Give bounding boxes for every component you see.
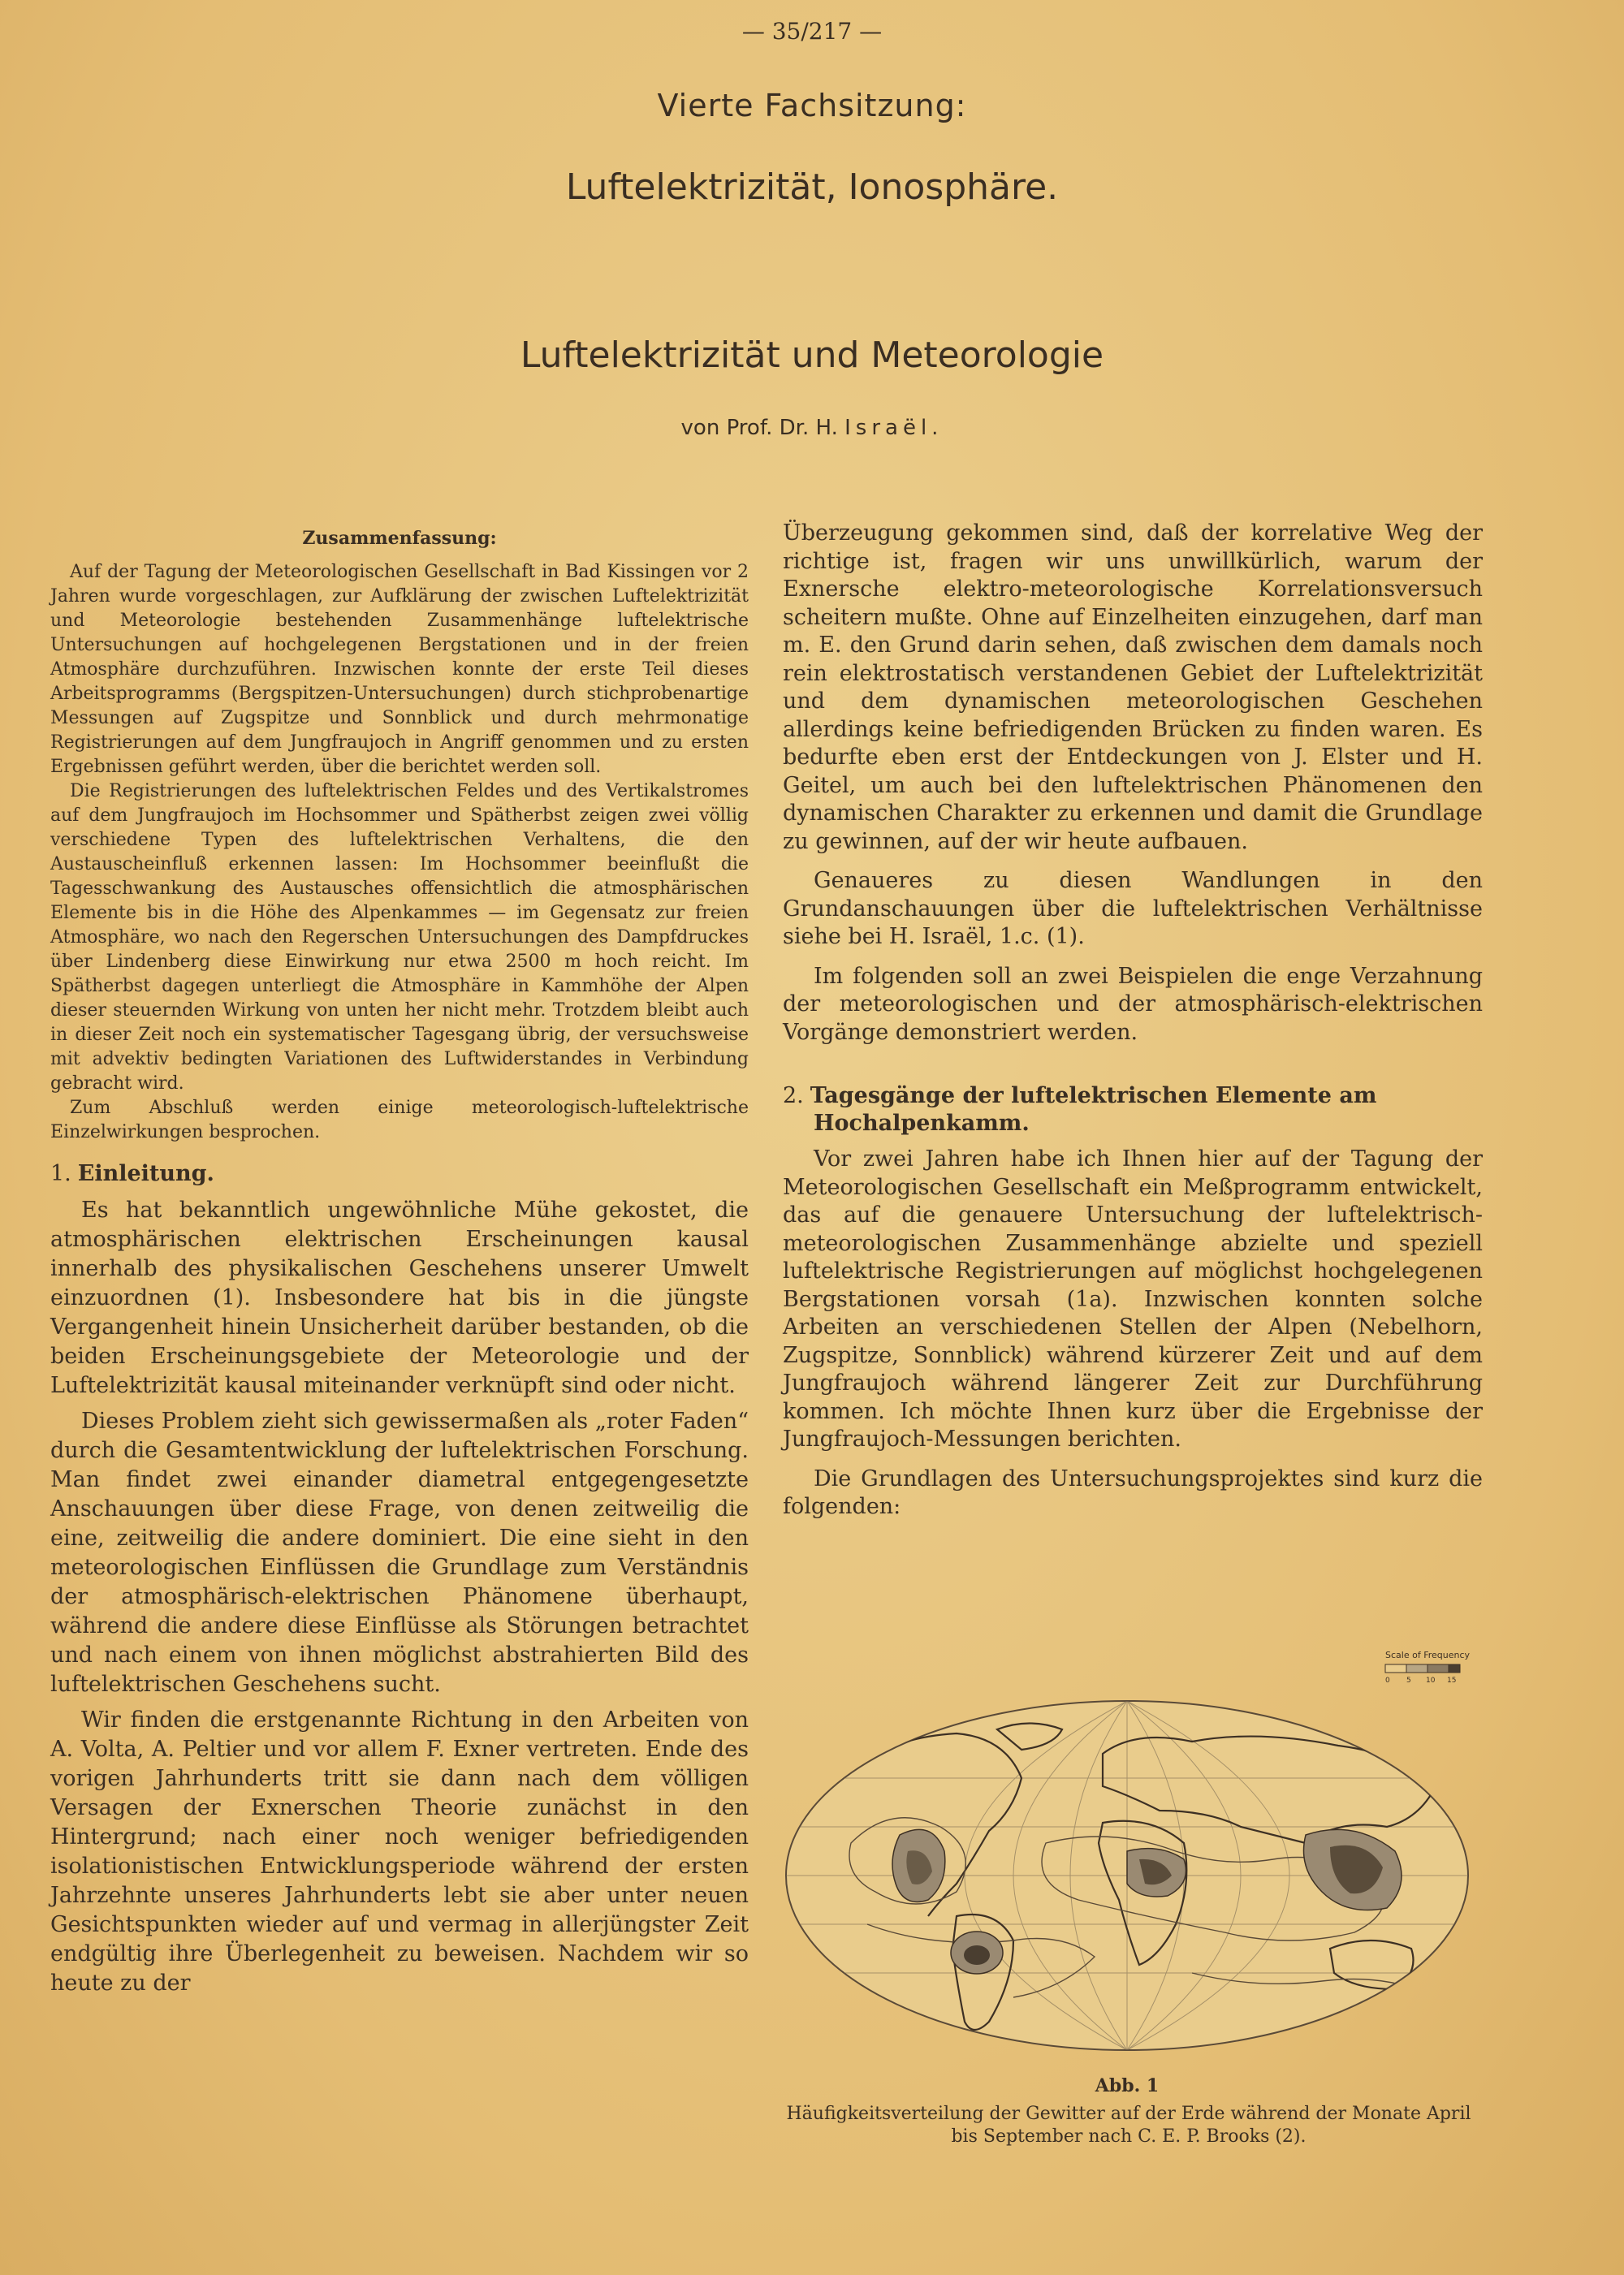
section-2-heading (783, 1082, 1483, 1138)
world-map-figure (770, 1640, 1484, 2079)
scale-tick: 0 (1385, 1677, 1390, 1685)
scale-tick: 10 (1426, 1677, 1436, 1685)
figure-label: Abb. 1 (1095, 2075, 1160, 2096)
scale-box (1385, 1664, 1406, 1673)
section-title: Tagesgänge der luftelektrischen Elemente am Hochalpenkamm. (810, 1083, 1377, 1136)
abstract (50, 528, 749, 1145)
frequency-scale-legend (1385, 1650, 1471, 1685)
section-1 (50, 1161, 749, 1998)
thunderstorm-frequency-map (770, 1640, 1484, 2079)
body-paragraph: Es hat bekanntlich ungewöhnliche Mühe gekostet, die atmosphärischen elektrischen Erscheinungen kausal innerhalb des physikalischen Geschehens unserer Umwelt einzuordnen (1). Insbesondere hat bis in die jüngste Vergangenheit hinein Unsicherheit darüber bestanden, ob die beiden Erscheinungsgebiete der Meteorologie und der Luftelektrizität kausal miteinander verknüpft sind oder nicht. (50, 1198, 749, 1398)
scale-title: Scale of Frequency (1385, 1650, 1471, 1660)
body-paragraph: Im folgenden soll an zwei Beispielen die enge Verzahnung der meteorologischen und der atmosphärisch-elektrischen Vorgänge demonstriert werden. (783, 963, 1483, 1045)
body-paragraph: Genaueres zu diesen Wandlungen in den Grundanschauungen über die luftelektrischen Verhältnisse siehe bei H. Israël, 1.c. (1). (783, 868, 1483, 949)
session-subtitle: Luftelektrizität, Ionosphäre. (565, 166, 1059, 208)
scale-box (1406, 1664, 1427, 1673)
section-1-heading (50, 1161, 749, 1186)
author-prefix: von Prof. Dr. H. (680, 416, 838, 440)
section-number: 1. (50, 1161, 71, 1186)
scale-tick: 15 (1447, 1677, 1457, 1685)
abstract-heading: Zusammenfassung: (302, 528, 497, 549)
body-paragraph: Überzeugung gekommen sind, daß der korrelative Weg der richtige ist, fragen wir uns unwillkürlich, warum der Exnersche elektro-meteorologische Korrelationsversuch scheitern mußte. Ohne auf Einzelheiten einzugehen, darf man m. E. den Grund darin sehen, daß zwischen dem damals noch rein elektrostatisch verstandenen Gebiet der Luftelektrizität und dem dynamischen meteorologischen Geschehen allerdings keine befriedigenden Brücken zu finden waren. Es bedurfte eben erst der Entdeckungen von J. Elster und H. Geitel, um auch bei den luftelektrischen Phänomenen den dynamischen Charakter zu erkennen und damit die Grundlage zu gewinnen, auf der wir heute aufbauen. (783, 520, 1483, 854)
author-line (0, 416, 1624, 440)
page-number: — 35/217 — (741, 18, 883, 45)
freq-area-south-america-core (964, 1945, 990, 1965)
scale-box (1427, 1664, 1449, 1673)
scale-box (1449, 1664, 1460, 1673)
article-title: Luftelektrizität und Meteorologie (520, 335, 1104, 376)
author-name: Israël. (844, 416, 944, 440)
figure-caption: Häufigkeitsverteilung der Gewitter auf der Erde während der Monate April bis September nach C. E. P. Brooks (2). (786, 2104, 1471, 2147)
body-paragraph: Die Grundlagen des Untersuchungsprojektes sind kurz die folgenden: (783, 1466, 1483, 1519)
section-title: Einleitung. (77, 1161, 214, 1186)
abstract-paragraph: Die Registrierungen des luftelektrischen Feldes und des Vertikalstromes auf dem Jungfraujoch im Hochsommer und Spätherbst zeigen zwei völlig verschiedene Typen des luftelektrischen Verhaltens, die den Austauscheinfluß erkennen lassen: Im Hochsommer beeinflußt die Tagesschwankung des Austausches offensichtlich die atmosphärischen Elemente bis in die Höhe des Alpenkammes — im Gegensatz zur freien Atmosphäre, wo nach den Regerschen Untersuchungen des Dampfdruckes über Lindenberg diese Einwirkung nur etwa 2500 m hoch reicht. Im Spätherbst dagegen unterliegt die Atmosphäre in Kammhöhe der Alpen dieser steuernden Wirkung von unten her nicht mehr. Trotzdem bleibt auch in dieser Zeit noch ein systematischer Tagesgang übrig, der versuchsweise mit advektiv bedingten Variationen des Luftwiderstandes in Verbindung gebracht wird. (50, 781, 749, 1094)
scale-tick: 5 (1406, 1677, 1411, 1685)
left-column (50, 528, 749, 2005)
session-title: Vierte Fachsitzung: (657, 88, 967, 123)
abstract-paragraph: Zum Abschluß werden einige meteorologisch-luftelektrische Einzelwirkungen besprochen. (50, 1098, 749, 1142)
section-number: 2. (783, 1083, 804, 1108)
body-paragraph: Wir finden die erstgenannte Richtung in den Arbeiten von A. Volta, A. Peltier und vor allem F. Exner vertreten. Ende des vorigen Jahrhunderts tritt sie dann nach dem völligen Versagen der Exnerschen Theorie zunächst in den Hintergrund; nach einer noch weniger befriedigenden isolationistischen Entwicklungsperiode während der ersten Jahrzehnte unseres Jahrhunderts lebt sie aber unter neuen Gesichtspunkten wieder auf und vermag in allerjüngster Zeit endgültig ihre Überlegenheit zu beweisen. Nachdem wir so heute zu der (50, 1707, 749, 1996)
body-paragraph: Vor zwei Jahren habe ich Ihnen hier auf der Tagung der Meteorologischen Gesellschaft ein Meßprogramm entwickelt, das auf die genauere Untersuchung der luftelektrisch-meteorologischen Zusammenhänge abzielte und speziell luftelektrische Registrierungen auf möglichst hochgelegenen Bergstationen vorsah (1a). Inzwischen konnten solche Arbeiten an verschiedenen Stellen der Alpen (Nebelhorn, Zugspitze, Sonnblick) während kürzerer Zeit und auf dem Jungfraujoch während längerer Zeit zur Durchführung kommen. Ich möchte Ihnen kurz über die Ergebnisse der Jungfraujoch-Messungen berichten. (783, 1146, 1483, 1452)
right-column (783, 520, 1483, 1533)
body-paragraph: Dieses Problem zieht sich gewissermaßen als „roter Faden“ durch die Gesamtentwicklung der luftelektrischen Forschung. Man findet zwei einander diametral entgegengesetzte Anschauungen über diese Frage, von denen zeitweilig die eine, zeitweilig die andere dominiert. Die eine sieht in den meteorologischen Einflüssen die Grundlage zum Verständnis der atmosphärisch-elektrischen Phänomene überhaupt, während die andere diese Einflüsse als Störungen betrachtet und nach einem von ihnen möglichst abstrahierten Bild des luftelektrischen Geschehens sucht. (50, 1409, 749, 1697)
abstract-paragraph: Auf der Tagung der Meteorologischen Gesellschaft in Bad Kissingen vor 2 Jahren wurde vorgeschlagen, zur Aufklärung der zwischen Luftelektrizität und Meteorologie bestehenden Zusammenhänge luftelektrische Untersuchungen auf hochgelegenen Bergstationen und in der freien Atmosphäre durchzuführen. Inzwischen konnte der erste Teil dieses Arbeitsprogramms (Bergspitzen-Untersuchungen) durch stichprobenartige Messungen auf Zugspitze und Sonnblick und durch mehrmonatige Registrierungen auf dem Jungfraujoch in Angriff genommen und zu ersten Ergebnissen geführt werden, über die berichtet werden soll. (50, 562, 749, 777)
